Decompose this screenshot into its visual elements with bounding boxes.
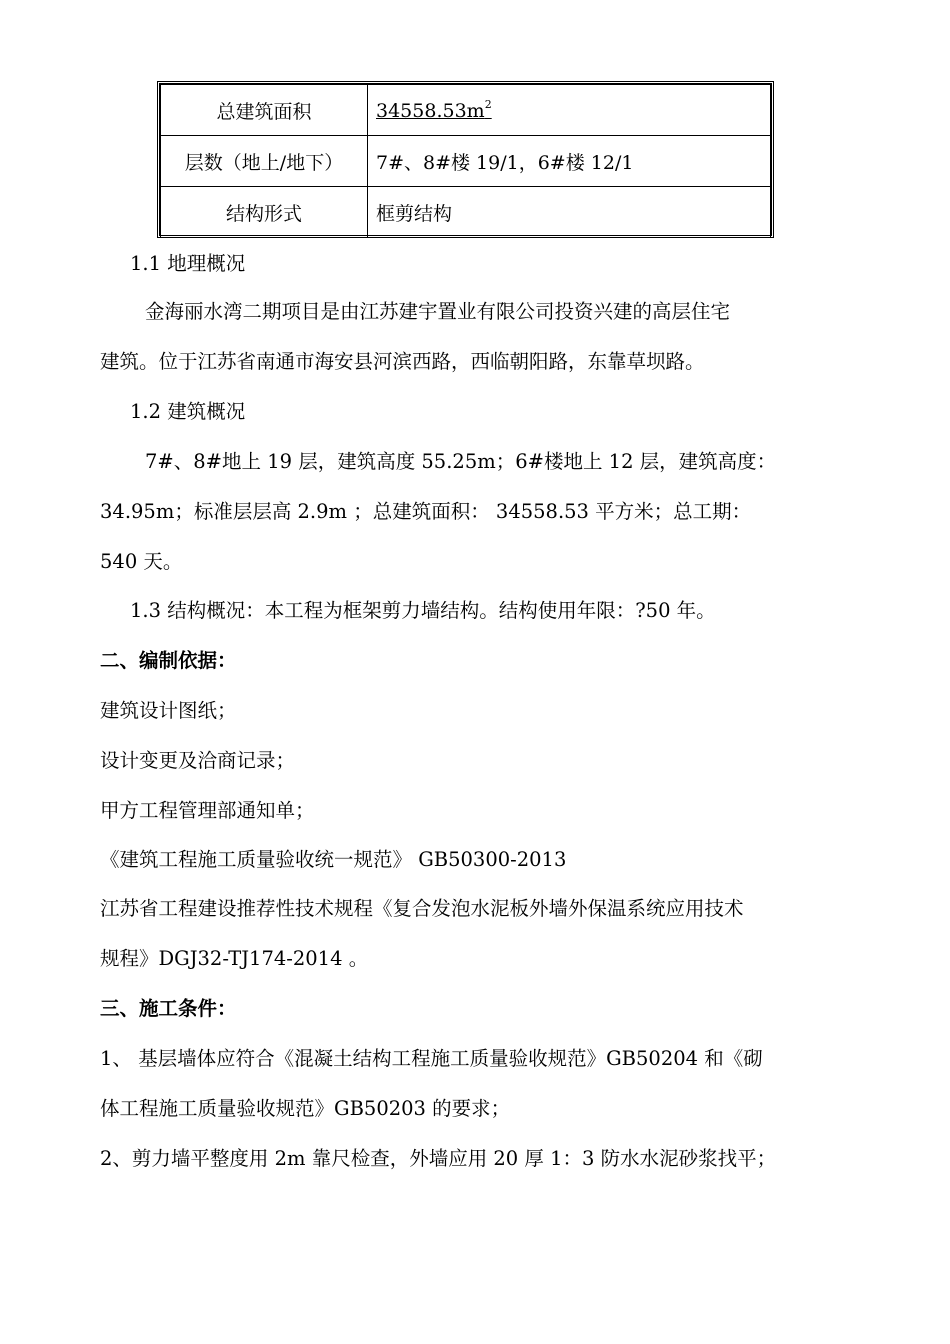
paragraph-line: 金海丽水湾二期项目是由江苏建宇置业有限公司投资兴建的高层住宅 <box>145 300 731 323</box>
list-item: 设计变更及洽商记录； <box>100 749 296 772</box>
section-1-1-title: 1.1 地理概况 <box>130 252 246 275</box>
table-key-cell: 结构形式 <box>161 187 368 238</box>
paragraph-line: 34.95m；标准层层高 2.9m ；总建筑面积： 34558.53 平方米；总工期： <box>100 500 752 523</box>
table-row <box>161 85 771 136</box>
condition-item: 2、剪力墙平整度用 2m 靠尺检查，外墙应用 20 厚 1：3 防水水泥砂浆找平； <box>100 1147 777 1170</box>
section-1-3-line: 1.3 结构概况：本工程为框架剪力墙结构。结构使用年限：?50 年。 <box>130 599 716 622</box>
condition-item-continued: 体工程施工质量验收规范》GB50203 的要求； <box>100 1097 511 1120</box>
list-item-continued: 规程》DGJ32-TJ174-2014 。 <box>100 947 369 970</box>
table-value-cell: 7#、8#楼 19/1，6#楼 12/1 <box>368 136 771 187</box>
table-row <box>161 136 771 187</box>
list-item: 《建筑工程施工质量验收统一规范》 GB50300-2013 <box>100 848 567 871</box>
area-value: $34558.53m^2$ <box>376 98 492 122</box>
paragraph-line: 7#、8#地上 19 层，建筑高度 55.25m；6#楼地上 12 层，建筑高度： <box>145 450 777 473</box>
table-value-cell <box>368 85 771 136</box>
table-key-cell: 总建筑面积 <box>161 85 368 136</box>
list-item: 建筑设计图纸； <box>100 699 237 722</box>
condition-item: 1、 基层墙体应符合《混凝土结构工程施工质量验收规范》GB50204 和《砌 <box>100 1047 763 1070</box>
table-key-cell: 层数（地上/地下） <box>161 136 368 187</box>
unit-superscript: 2 <box>484 98 492 111</box>
table-value-cell: 框剪结构 <box>368 187 771 238</box>
paragraph-line: 540 天。 <box>100 550 183 573</box>
table-row <box>161 187 771 238</box>
section-1-2-title: 1.2 建筑概况 <box>130 400 246 423</box>
heading-basis: 二、编制依据： <box>100 649 237 672</box>
list-item: 甲方工程管理部通知单； <box>100 799 315 822</box>
heading-conditions: 三、施工条件： <box>100 997 237 1020</box>
list-item: 江苏省工程建设推荐性技术规程《复合发泡水泥板外墙外保温系统应用技术 <box>100 897 744 920</box>
paragraph-line: 建筑。位于江苏省南通市海安县河滨西路，西临朝阳路，东靠草坝路。 <box>100 350 705 373</box>
project-info-table <box>157 81 774 238</box>
